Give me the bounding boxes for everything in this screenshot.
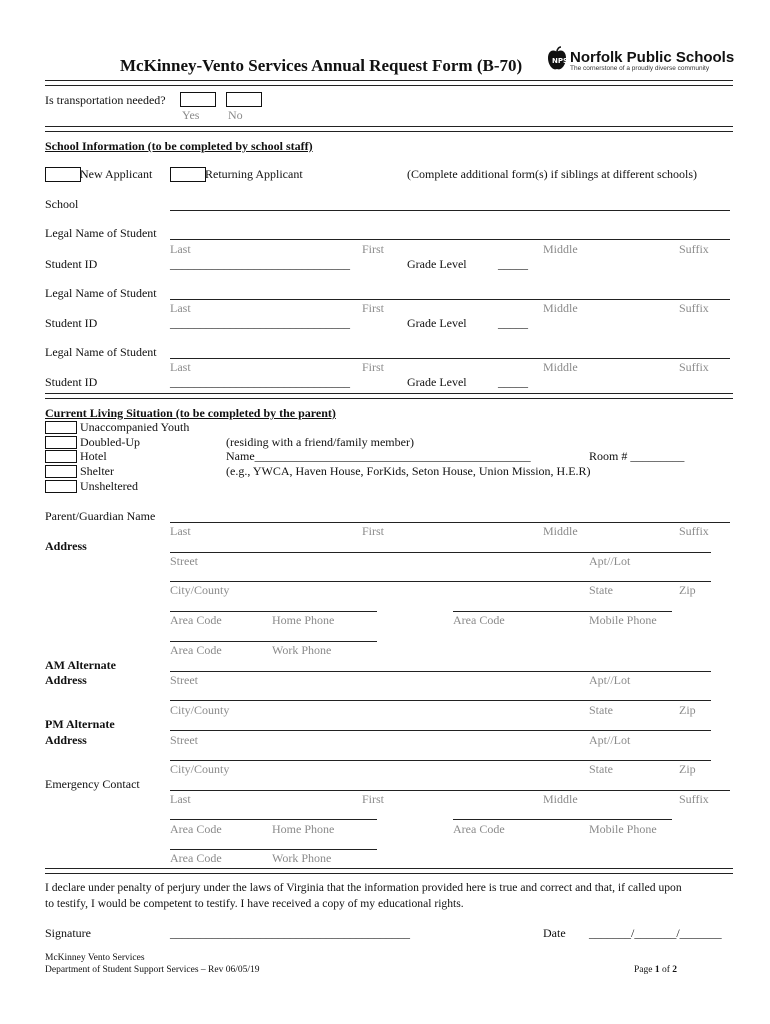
mobile-phone-label: Mobile Phone (589, 613, 657, 627)
work-phone-label: Work Phone (272, 643, 332, 657)
student-3-id-field[interactable]: ______________________________ (170, 375, 350, 389)
name-first-label: First (362, 792, 385, 806)
name-last-label: Last (170, 301, 191, 315)
apt-label: Apt//Lot (589, 673, 631, 687)
name-last-label: Last (170, 242, 191, 256)
student-2-id-field[interactable]: ______________________________ (170, 316, 350, 330)
student-1-id-field[interactable]: ______________________________ (170, 257, 350, 271)
mobile-phone-field[interactable] (453, 611, 672, 612)
area-code-label: Area Code (170, 613, 222, 627)
hotel-name-field[interactable]: Name______________________________________________ (226, 449, 531, 463)
transport-yes-checkbox[interactable] (180, 92, 216, 107)
declaration-line-2: to testify, I would be competent to testify. I have received a copy of my educational rights. (45, 897, 464, 910)
student-2-name-field[interactable] (170, 299, 730, 300)
name-middle-label: Middle (543, 360, 578, 374)
am-address-label: Address (45, 673, 87, 687)
hotel-checkbox[interactable] (45, 450, 77, 463)
living-option-label: Unsheltered (80, 479, 138, 493)
state-label: State (589, 583, 613, 597)
student-3-grade-field[interactable]: _____ (498, 375, 528, 389)
work-phone-label: Work Phone (272, 851, 332, 865)
pm-street-field[interactable] (170, 730, 711, 731)
pm-address-label: Address (45, 733, 87, 747)
page-prefix: Page (634, 965, 655, 975)
section-divider (45, 868, 733, 874)
area-code-label: Area Code (170, 643, 222, 657)
living-option-label: Shelter (80, 464, 114, 478)
student-id-label: Student ID (45, 257, 98, 271)
shelter-checkbox[interactable] (45, 465, 77, 478)
street-label: Street (170, 733, 198, 747)
name-last-label: Last (170, 524, 191, 538)
logo-text: Norfolk Public Schools (570, 49, 735, 66)
room-number-field[interactable]: Room # _________ (589, 449, 685, 463)
school-info-heading: School Information (to be completed by school staff) (45, 139, 313, 153)
section-divider (45, 393, 733, 399)
address-city-field[interactable] (170, 581, 711, 582)
home-phone-label: Home Phone (272, 613, 335, 627)
living-option-label: Hotel (80, 449, 107, 463)
parent-name-field[interactable] (170, 522, 730, 523)
name-first-label: First (362, 242, 385, 256)
declaration-line-1: I declare under penalty of perjury under the laws of Virginia that the information provided here is true and correct and that, if called upon (45, 881, 682, 894)
student-2-grade-field[interactable]: _____ (498, 316, 528, 330)
city-label: City/County (170, 703, 230, 717)
transport-yes-label: Yes (182, 108, 200, 122)
section-divider (45, 80, 733, 86)
unsheltered-checkbox[interactable] (45, 480, 77, 493)
siblings-note: (Complete additional form(s) if siblings at different schools) (407, 167, 698, 181)
name-middle-label: Middle (543, 792, 578, 806)
state-label: State (589, 703, 613, 717)
emergency-contact-label: Emergency Contact (45, 777, 140, 791)
zip-label: Zip (679, 703, 696, 717)
living-option-label: Doubled-Up (80, 435, 140, 449)
doubled-up-note: (residing with a friend/family member) (226, 435, 414, 449)
pm-city-field[interactable] (170, 760, 711, 761)
name-last-label: Last (170, 360, 191, 374)
new-applicant-checkbox[interactable] (45, 167, 81, 182)
work-phone-field[interactable] (170, 641, 377, 642)
zip-label: Zip (679, 583, 696, 597)
apt-label: Apt//Lot (589, 554, 631, 568)
name-last-label: Last (170, 792, 191, 806)
home-phone-field[interactable] (170, 611, 377, 612)
transport-no-checkbox[interactable] (226, 92, 262, 107)
student-1-name-field[interactable] (170, 239, 730, 240)
am-street-field[interactable] (170, 671, 711, 672)
state-label: State (589, 762, 613, 776)
footer-line-2: Department of Student Support Services – Rev 06/05/19 (45, 965, 260, 975)
name-middle-label: Middle (543, 242, 578, 256)
street-label: Street (170, 554, 198, 568)
am-city-field[interactable] (170, 700, 711, 701)
address-street-field[interactable] (170, 552, 711, 553)
name-first-label: First (362, 360, 385, 374)
grade-level-label: Grade Level (407, 316, 467, 330)
pm-alternate-label: PM Alternate (45, 717, 115, 731)
city-label: City/County (170, 762, 230, 776)
area-code-label: Area Code (453, 822, 505, 836)
transport-no-label: No (228, 108, 243, 122)
logo-tagline: The cornerstone of a proudly diverse community (570, 65, 710, 72)
name-suffix-label: Suffix (679, 524, 709, 538)
signature-field[interactable]: ________________________________________ (170, 926, 410, 940)
student-1-grade-field[interactable]: _____ (498, 257, 528, 271)
footer-line-1: McKinney Vento Services (45, 953, 145, 963)
date-label: Date (543, 926, 566, 940)
street-label: Street (170, 673, 198, 687)
living-option-label: Unaccompanied Youth (80, 420, 190, 434)
am-alternate-label: AM Alternate (45, 658, 116, 672)
emergency-mobile-phone-field[interactable] (453, 819, 672, 820)
area-code-label: Area Code (170, 822, 222, 836)
mobile-phone-label: Mobile Phone (589, 822, 657, 836)
grade-level-label: Grade Level (407, 257, 467, 271)
student-id-label: Student ID (45, 375, 98, 389)
date-field[interactable]: _______/_______/_______ (589, 926, 722, 940)
name-suffix-label: Suffix (679, 360, 709, 374)
grade-level-label: Grade Level (407, 375, 467, 389)
zip-label: Zip (679, 762, 696, 776)
student-3-name-field[interactable] (170, 358, 730, 359)
name-first-label: First (362, 301, 385, 315)
city-label: City/County (170, 583, 230, 597)
name-middle-label: Middle (543, 301, 578, 315)
legal-name-label: Legal Name of Student (45, 286, 157, 300)
signature-label: Signature (45, 926, 91, 940)
home-phone-label: Home Phone (272, 822, 335, 836)
legal-name-label: Legal Name of Student (45, 345, 157, 359)
shelter-note: (e.g., YWCA, Haven House, ForKids, Seton House, Union Mission, H.E.R) (226, 464, 591, 478)
section-divider (45, 126, 733, 132)
area-code-label: Area Code (453, 613, 505, 627)
doubled-up-checkbox[interactable] (45, 436, 77, 449)
student-id-label: Student ID (45, 316, 98, 330)
area-code-label: Area Code (170, 851, 222, 865)
school-field[interactable] (170, 210, 730, 211)
apple-logo-icon (546, 46, 568, 72)
page-total: 2 (672, 965, 678, 975)
new-applicant-label: New Applicant (80, 167, 153, 181)
svg-text:NPS: NPS (552, 57, 568, 65)
name-suffix-label: Suffix (679, 792, 709, 806)
unaccompanied-youth-checkbox[interactable] (45, 421, 77, 434)
name-middle-label: Middle (543, 524, 578, 538)
name-suffix-label: Suffix (679, 301, 709, 315)
page-of: of (659, 965, 673, 975)
school-label: School (45, 197, 79, 211)
emergency-home-phone-field[interactable] (170, 819, 377, 820)
returning-applicant-label: Returning Applicant (205, 167, 303, 181)
page-title: McKinney-Vento Services Annual Request Form (B-70) (120, 56, 523, 75)
emergency-work-phone-field[interactable] (170, 849, 377, 850)
returning-applicant-checkbox[interactable] (170, 167, 206, 182)
name-first-label: First (362, 524, 385, 538)
transport-question: Is transportation needed? (45, 93, 166, 107)
address-label: Address (45, 539, 87, 553)
legal-name-label: Legal Name of Student (45, 226, 157, 240)
name-suffix-label: Suffix (679, 242, 709, 256)
page-number (634, 965, 677, 975)
parent-name-label: Parent/Guardian Name (45, 509, 156, 523)
emergency-name-field[interactable] (170, 790, 730, 791)
living-situation-heading: Current Living Situation (to be completed by the parent) (45, 406, 336, 420)
page-current: 1 (654, 965, 660, 975)
apt-label: Apt//Lot (589, 733, 631, 747)
